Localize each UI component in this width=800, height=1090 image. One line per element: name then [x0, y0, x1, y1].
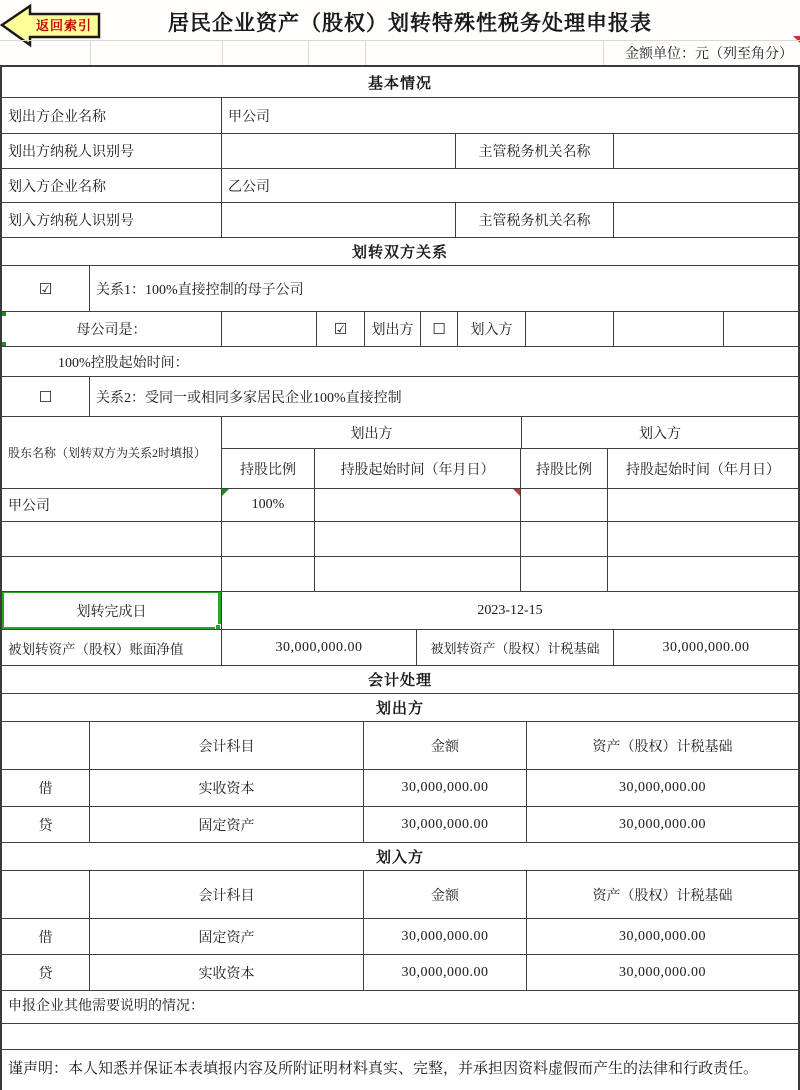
comment-indicator-icon — [222, 489, 229, 496]
transferor-taxid-value[interactable] — [222, 134, 456, 168]
back-button-label: 返回索引 — [35, 18, 92, 33]
empty-cell[interactable] — [724, 312, 798, 346]
out-date-header: 持股起始时间（年月日） — [315, 449, 521, 488]
comment-indicator-icon — [513, 489, 520, 496]
entry-subject[interactable]: 实收资本 — [90, 770, 364, 806]
entry-side: 借 — [2, 770, 90, 806]
empty-cell — [2, 722, 90, 769]
basis-header: 资产（股权）计税基础 — [592, 739, 733, 755]
shareholder-name-cell[interactable] — [2, 557, 222, 591]
gridline — [90, 40, 91, 65]
amount-header: 金额 — [364, 871, 527, 918]
gridline — [222, 40, 223, 65]
tax-basis-amount[interactable]: 30,000,000.00 — [662, 639, 750, 655]
relation1-label: 关系1：100%直接控制的母子公司 — [96, 282, 304, 298]
entry-side: 贷 — [2, 955, 90, 990]
in-date-header: 持股起始时间（年月日） — [626, 462, 780, 478]
parent-is-transferor-checkbox[interactable]: ☑ — [317, 312, 365, 346]
completion-date-label-cell[interactable]: 划转完成日 — [2, 592, 222, 629]
tax-authority-label: 主管税务机关名称 — [456, 203, 614, 237]
entry-amount[interactable]: 30,000,000.00 — [364, 770, 527, 806]
section-accounting-transferee: 划入方 — [375, 850, 424, 866]
transferor-name-value[interactable]: 甲公司 — [228, 109, 270, 125]
entry-basis[interactable]: 30,000,000.00 — [619, 780, 706, 795]
transferee-authority-value[interactable] — [614, 203, 798, 237]
shareholder-out-date-cell[interactable] — [315, 489, 521, 521]
transferee-name-value[interactable]: 乙公司 — [228, 179, 270, 195]
selection-border — [2, 592, 221, 629]
relation1-checkbox[interactable]: ☑ — [2, 266, 90, 311]
shareholder-in-date-cell[interactable] — [608, 557, 798, 591]
selection-fill-handle[interactable] — [215, 624, 221, 629]
book-value-amount[interactable]: 30,000,000.00 — [222, 630, 417, 665]
basis-header: 资产（股权）计税基础 — [592, 888, 733, 904]
entry-subject[interactable]: 实收资本 — [90, 955, 364, 990]
subject-header: 会计科目 — [90, 722, 364, 769]
entry-subject[interactable]: 固定资产 — [90, 807, 364, 842]
shareholder-out-ratio-cell[interactable] — [222, 557, 315, 591]
shareholder-out-date-cell[interactable] — [315, 522, 521, 556]
section-basic-info: 基本情况 — [367, 75, 432, 92]
section-accounting-transferor: 划出方 — [375, 701, 424, 717]
page-title: 居民企业资产（股权）划转特殊性税务处理申报表 — [168, 11, 652, 35]
transferee-taxid-value[interactable] — [222, 203, 456, 237]
entry-amount[interactable]: 30,000,000.00 — [364, 807, 527, 842]
declaration-text: 谨声明：本人知悉并保证本表填报内容及所附证明材料真实、完整，并承担因资料虚假而产生的法律和行政责任。 — [8, 1061, 759, 1077]
gridline — [308, 40, 309, 65]
shareholder-in-ratio-cell[interactable] — [521, 489, 608, 521]
other-notes-value[interactable] — [2, 1024, 798, 1049]
shareholder-transferor-header: 划出方 — [222, 417, 522, 448]
entry-amount[interactable]: 30,000,000.00 — [364, 919, 527, 954]
shareholder-in-ratio-cell[interactable] — [521, 557, 608, 591]
other-notes-label: 申报企业其他需要说明的情况： — [8, 999, 204, 1014]
parent-company-label: 母公司是： — [2, 312, 222, 346]
cell-corner-mark — [2, 342, 6, 346]
shareholder-name-cell[interactable] — [2, 522, 222, 556]
shareholder-in-date-cell[interactable] — [608, 522, 798, 556]
entry-amount[interactable]: 30,000,000.00 — [364, 955, 527, 990]
entry-basis[interactable]: 30,000,000.00 — [619, 928, 706, 944]
shareholder-out-date-cell[interactable] — [315, 557, 521, 591]
shareholder-name-cell[interactable]: 甲公司 — [2, 489, 222, 521]
transferor-authority-value[interactable] — [614, 134, 798, 168]
gridline — [0, 40, 800, 41]
empty-cell[interactable] — [222, 312, 317, 346]
shareholder-out-ratio-cell[interactable] — [222, 522, 315, 556]
entry-basis[interactable]: 30,000,000.00 — [619, 964, 706, 980]
empty-cell — [2, 871, 90, 918]
unit-row — [0, 40, 800, 65]
transferor-taxid-label: 划出方纳税人识别号 — [2, 134, 222, 168]
transferee-taxid-label: 划入方纳税人识别号 — [2, 203, 222, 237]
entry-side: 贷 — [2, 807, 90, 842]
tax-authority-label: 主管税务机关名称 — [456, 134, 614, 168]
completion-date-value[interactable]: 2023-12-15 — [477, 602, 543, 618]
gridline — [365, 40, 366, 65]
parent-transferor-label: 划出方 — [365, 312, 421, 346]
transferee-name-label: 划入方企业名称 — [2, 169, 222, 202]
entry-subject[interactable]: 固定资产 — [90, 919, 364, 954]
empty-cell[interactable] — [614, 312, 724, 346]
shareholder-in-ratio-cell[interactable] — [521, 522, 608, 556]
gridline — [603, 40, 604, 65]
out-ratio-header: 持股比例 — [222, 449, 315, 488]
shareholder-out-ratio-cell[interactable]: 100% — [222, 489, 315, 521]
relation2-checkbox[interactable]: ☐ — [2, 377, 90, 416]
entry-side: 借 — [2, 919, 90, 954]
amount-unit-note: 金额单位：元（列至角分） — [625, 47, 793, 62]
cell-corner-mark — [2, 312, 6, 316]
in-ratio-header: 持股比例 — [521, 449, 608, 488]
entry-basis[interactable]: 30,000,000.00 — [619, 816, 706, 832]
parent-transferee-label: 划入方 — [458, 312, 526, 346]
shareholder-name-header: 股东名称（划转双方为关系2时填报） — [2, 417, 222, 488]
amount-header: 金额 — [364, 722, 527, 769]
section-relationship: 划转双方关系 — [351, 245, 448, 261]
section-accounting: 会计处理 — [367, 673, 432, 689]
holding-start-label[interactable]: 100%控股起始时间： — [58, 355, 189, 371]
book-value-label: 被划转资产（股权）账面净值 — [2, 630, 222, 665]
shareholder-transferee-header: 划入方 — [639, 426, 681, 442]
relation2-label: 关系2：受同一或相同多家居民企业100%直接控制 — [96, 390, 402, 406]
empty-cell[interactable] — [526, 312, 614, 346]
form-table — [0, 65, 800, 1090]
parent-is-transferee-checkbox[interactable]: ☐ — [421, 312, 458, 346]
header — [0, 0, 800, 40]
tax-basis-label: 被划转资产（股权）计税基础 — [417, 630, 614, 665]
transferor-name-label: 划出方企业名称 — [2, 98, 222, 133]
subject-header: 会计科目 — [90, 871, 364, 918]
shareholder-in-date-cell[interactable] — [608, 489, 798, 521]
